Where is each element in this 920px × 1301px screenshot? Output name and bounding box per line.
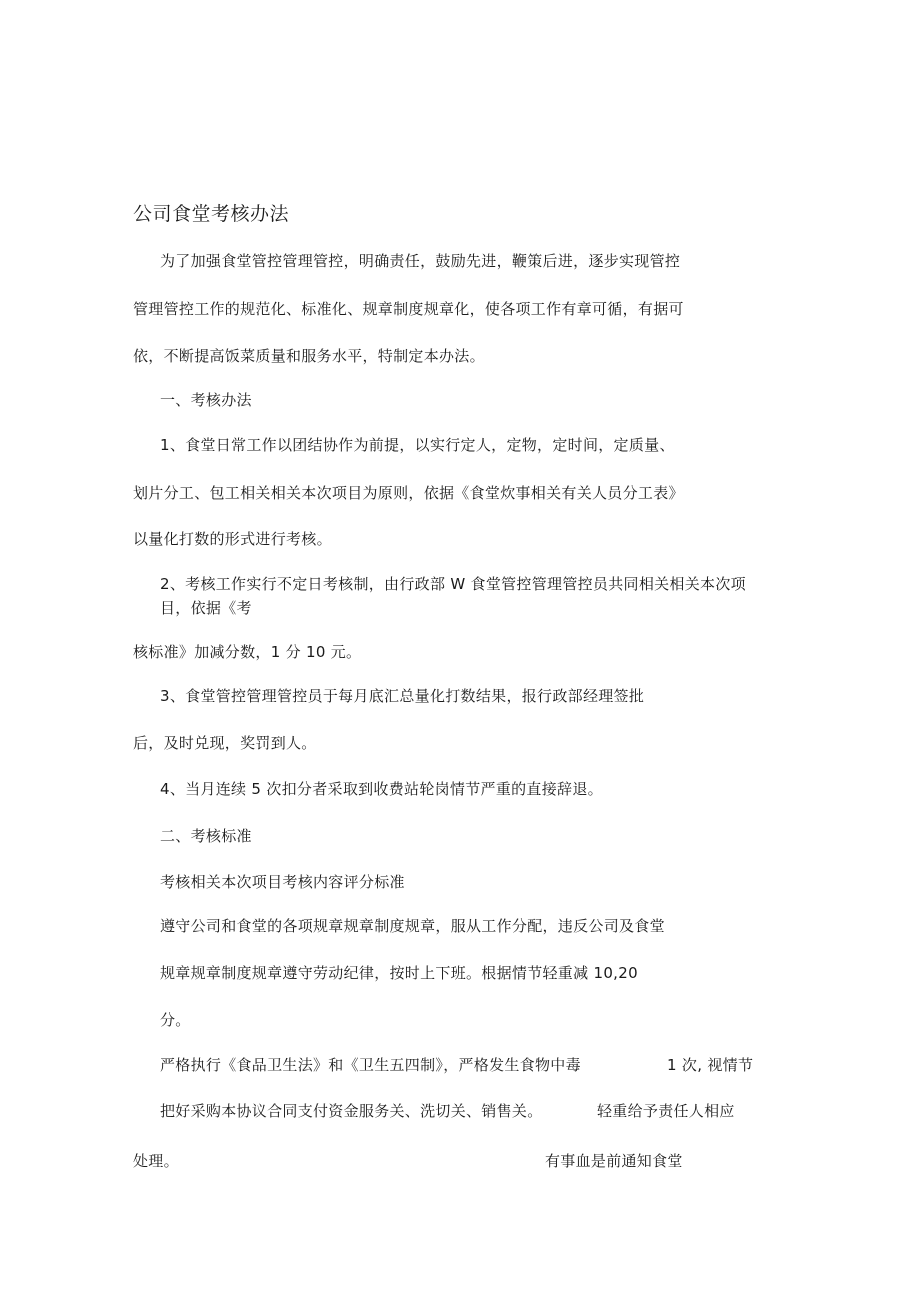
intro-line-2: 管理管控工作的规范化、标准化、规章制度规章化，使各项工作有章可循，有据可 [133,300,684,318]
item-1-line-3: 以量化打数的形式进行考核。 [133,530,332,548]
row-2-line-1: 严格执行《食品卫生法》和《卫生五四制》，严格发生食物中毒 [160,1056,581,1074]
section-2-heading: 二、考核标准 [160,827,252,845]
item-1-line-1: 1、食堂日常工作以团结协作为前提，以实行定人，定物，定时间，定质量、 [160,436,675,454]
page-title: 公司食堂考核办法 [133,203,290,225]
item-1-line-2: 划片分工、包工相关相关本次项目为原则，依据《食堂炊事相关有关人员分工表》 [133,484,684,502]
intro-line-3: 依，不断提高饭菜质量和服务水平，特制定本办法。 [133,347,485,365]
item-2-line-3: 核标准》加减分数，1 分 10 元。 [133,643,362,661]
standards-table-header: 考核相关本次项目考核内容评分标准 [160,873,405,891]
row-2-line-1-right: 1 次, 视情节 [667,1056,754,1074]
item-3-line-1: 3、食堂管控管理管控员于每月底汇总量化打数结果，报行政部经理签批 [160,687,645,705]
item-2-line-2: 目，依据《考 [160,599,252,617]
row-1-line-3: 分。 [160,1011,191,1029]
row-1-line-1: 遵守公司和食堂的各项规章规章制度规章，服从工作分配，违反公司及食堂 [160,917,665,935]
row-1-line-2: 规章规章制度规章遵守劳动纪律，按时上下班。根据情节轻重减 10,20 [160,964,638,982]
row-2-line-2: 把好采购本协议合同支付资金服务关、洗切关、销售关。 [160,1102,543,1120]
row-2-line-3-right: 有事血是前通知食堂 [545,1152,683,1170]
intro-line-1: 为了加强食堂管控管理管控，明确责任，鼓励先进，鞭策后进，逐步实现管控 [160,252,681,270]
section-1-heading: 一、考核办法 [160,391,252,409]
row-2-line-3: 处理。 [133,1152,179,1170]
item-4: 4、当月连续 5 次扣分者采取到收费站轮岗情节严重的直接辞退。 [160,780,603,798]
item-3-line-2: 后，及时兑现，奖罚到人。 [133,734,317,752]
item-2-line-1: 2、考核工作实行不定日考核制，由行政部 W 食堂管控管理管控员共同相关相关本次项 [160,575,746,593]
row-2-line-2-right: 轻重给予责任人相应 [597,1102,735,1120]
